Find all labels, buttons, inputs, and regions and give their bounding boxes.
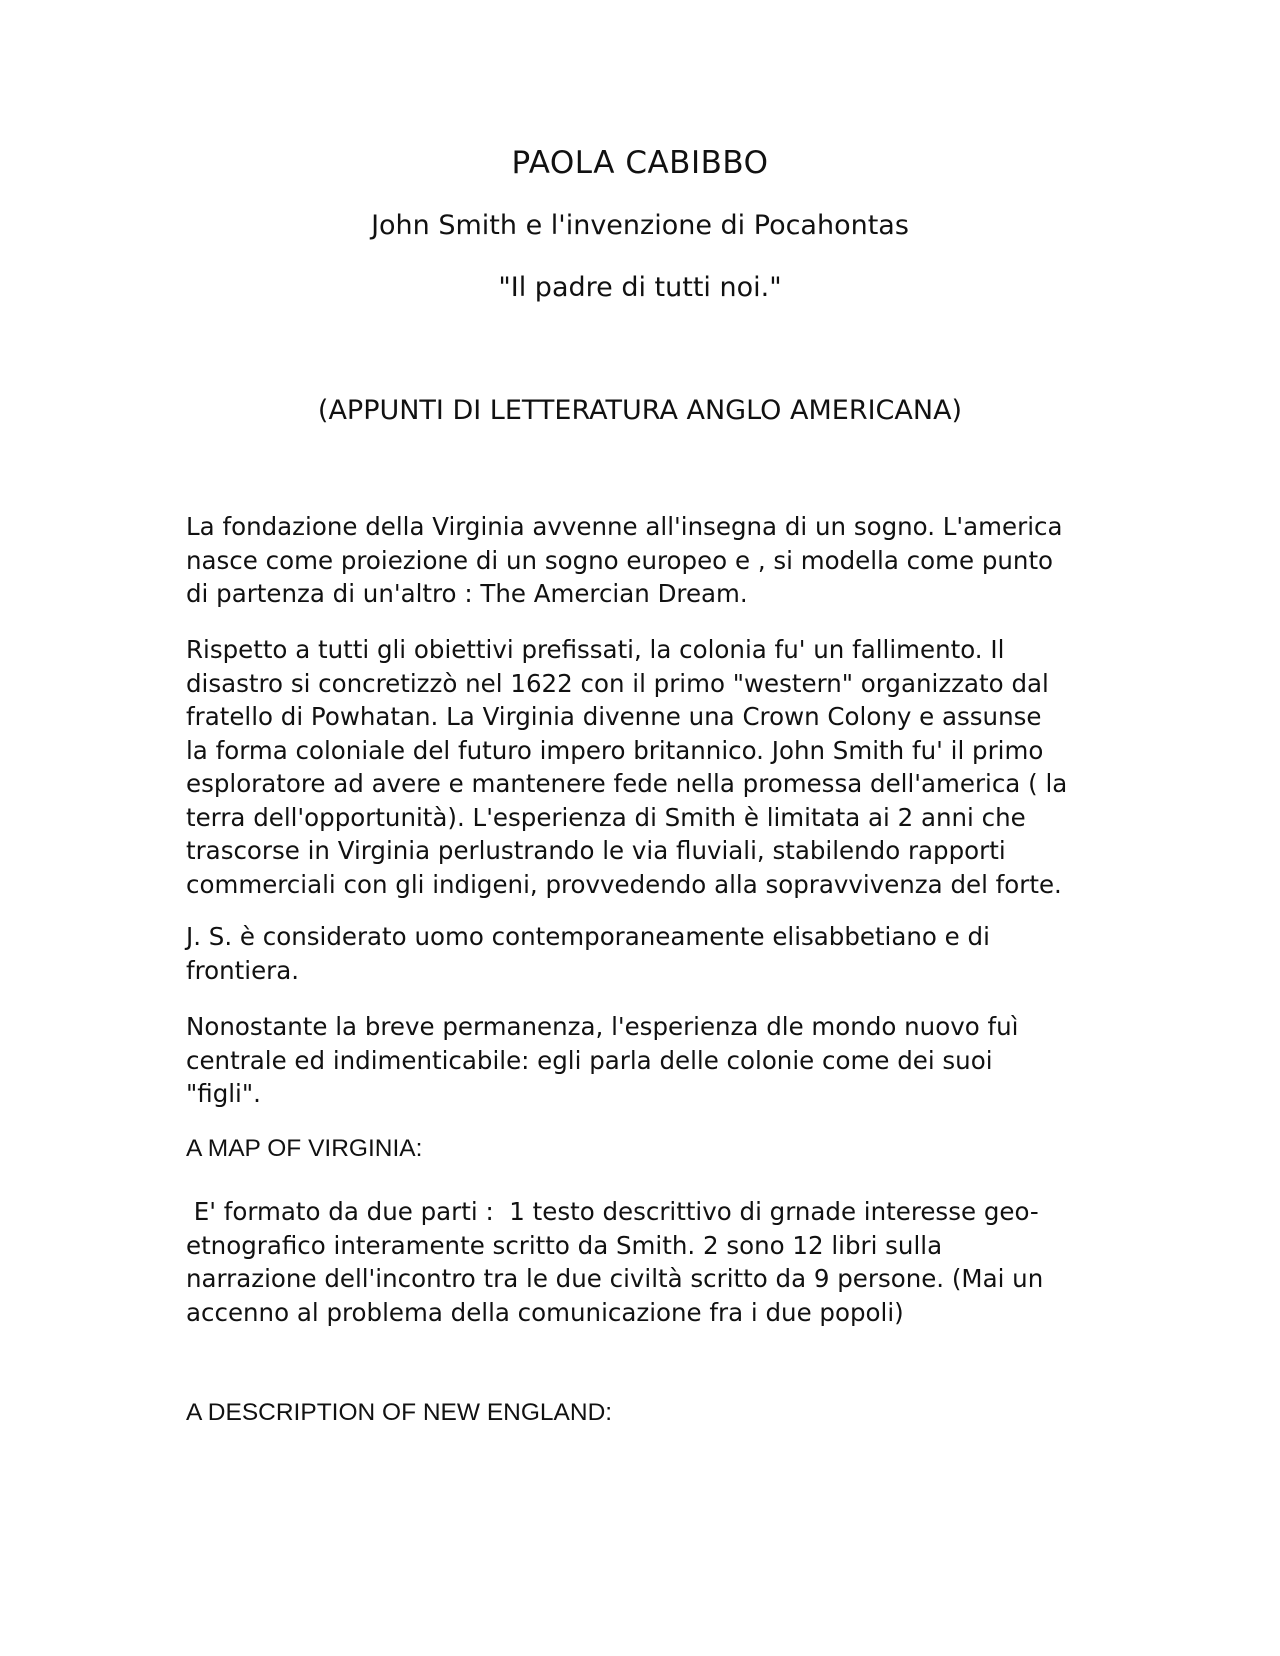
section-heading-new-england xyxy=(186,1396,1096,1430)
text-line: frontiera. xyxy=(186,955,300,985)
text-line: di partenza di un'altro : The Amercian Dream. xyxy=(186,579,748,608)
heading-text: A DESCRIPTION OF NEW ENGLAND: xyxy=(186,1399,613,1426)
section-heading-map-of-virginia xyxy=(186,1132,1096,1166)
text-line: esploratore ad avere e mantenere fede nella promessa dell'america ( la xyxy=(186,769,1068,798)
document-title: John Smith e l'invenzione di Pocahontas xyxy=(371,210,909,241)
text-line: narrazione dell'incontro tra le due civiltà scritto da 9 persone. (Mai un xyxy=(186,1264,1044,1293)
text-line: terra dell'opportunità). L'esperienza di Smith è limitata ai 2 anni che xyxy=(186,802,1026,832)
document-category: (APPUNTI DI LETTERATURA ANGLO AMERICANA) xyxy=(317,395,963,426)
text-line: J. S. è considerato uomo contemporaneamente elisabbetiano e di xyxy=(186,922,990,951)
paragraph-virginia-foundation xyxy=(186,510,1096,611)
paragraph-elizabethan xyxy=(186,920,1096,987)
text-line: Nonostante la breve permanenza, l'esperienza dle mondo nuovo fuì xyxy=(186,1012,1019,1041)
paragraph-map-description xyxy=(186,1195,1096,1329)
text-line: commerciali con gli indigeni, provvedendo alla sopravvivenza del forte. xyxy=(186,869,1062,899)
document-subtitle: "Il padre di tutti noi." xyxy=(498,272,782,303)
author-name: PAOLA CABIBBO xyxy=(511,145,769,181)
text-line: accenno al problema della comunicazione fra i due popoli) xyxy=(186,1297,904,1327)
text-line: "figli". xyxy=(186,1079,261,1108)
paragraph-colony-failure xyxy=(186,633,1096,901)
text-line: centrale ed indimenticabile: egli parla delle colonie come dei suoi xyxy=(186,1045,993,1075)
text-line: La fondazione della Virginia avvenne all'insegna di un sogno. L'america xyxy=(186,512,1063,541)
heading-text: A MAP OF VIRGINIA: xyxy=(186,1135,423,1162)
text-line: disastro si concretizzò nel 1622 con il primo "western" organizzato dal xyxy=(186,668,1049,698)
text-line: Rispetto a tutti gli obiettivi prefissati, la colonia fu' un fallimento. Il xyxy=(186,635,1005,664)
text-line: la forma coloniale del futuro impero britannico. John Smith fu' il primo xyxy=(186,735,1044,765)
text-line: E' formato da due parti : 1 testo descrittivo di grnade interesse geo- xyxy=(186,1197,1039,1226)
text-line: fratello di Powhatan. La Virginia divenne una Crown Colony e assunse xyxy=(186,702,1042,731)
text-line: trascorse in Virginia perlustrando le via fluviali, stabilendo rapporti xyxy=(186,836,1006,865)
text-line: etnografico interamente scritto da Smith. 2 sono 12 libri sulla xyxy=(186,1230,943,1260)
text-line: nasce come proiezione di un sogno europeo e , si modella come punto xyxy=(186,545,1054,575)
paragraph-new-world xyxy=(186,1010,1096,1111)
